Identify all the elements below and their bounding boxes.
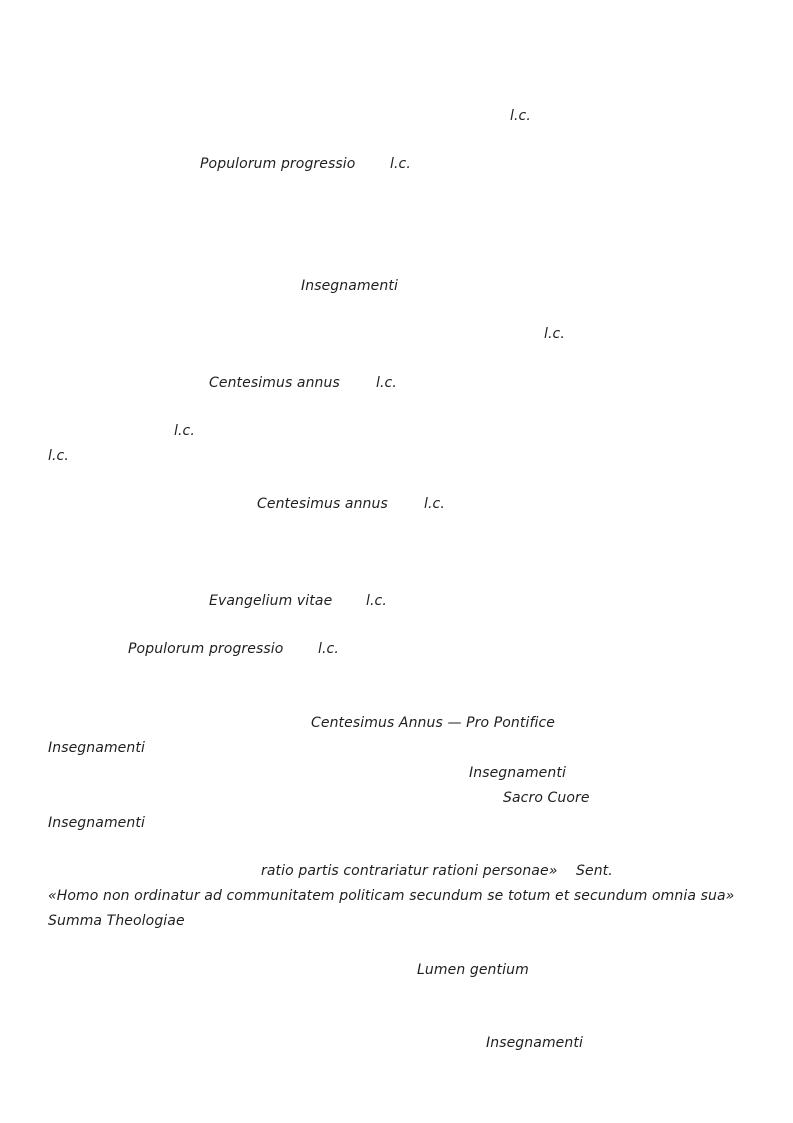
citation-lc: l.c. (510, 108, 531, 124)
citation-centesimus-annus: Centesimus annus (209, 375, 340, 391)
citation-lc: l.c. (376, 375, 397, 391)
citation-insegnamenti: Insegnamenti (301, 278, 398, 294)
citation-lc: l.c. (390, 156, 411, 172)
citation-lumen-gentium: Lumen gentium (417, 962, 529, 978)
citation-centesimus-annus-foundation: Centesimus Annus — Pro Pontifice (311, 715, 555, 731)
citation-populorum-progressio: Populorum progressio (128, 641, 284, 657)
citation-lc: l.c. (48, 448, 69, 464)
citation-insegnamenti: Insegnamenti (486, 1035, 583, 1051)
citation-summa-theologiae: Summa Theologiae (48, 913, 185, 929)
citation-centesimus-annus: Centesimus annus (257, 496, 388, 512)
citation-lc: l.c. (544, 326, 565, 342)
citation-insegnamenti: Insegnamenti (48, 740, 145, 756)
citation-populorum-progressio: Populorum progressio (200, 156, 356, 172)
latin-quote-part: ratio partis contrariatur rationi personae» (261, 863, 558, 879)
citation-insegnamenti: Insegnamenti (48, 815, 145, 831)
citation-lc: l.c. (424, 496, 445, 512)
citation-sent: Sent. (576, 863, 613, 879)
citation-lc: l.c. (174, 423, 195, 439)
latin-quote-homo: «Homo non ordinatur ad communitatem politicam secundum se totum et secundum omnia sua» (48, 888, 735, 904)
citation-evangelium-vitae: Evangelium vitae (209, 593, 333, 609)
citation-lc: l.c. (366, 593, 387, 609)
citation-sacro-cuore: Sacro Cuore (503, 790, 590, 806)
citation-lc: l.c. (318, 641, 339, 657)
citation-insegnamenti: Insegnamenti (469, 765, 566, 781)
